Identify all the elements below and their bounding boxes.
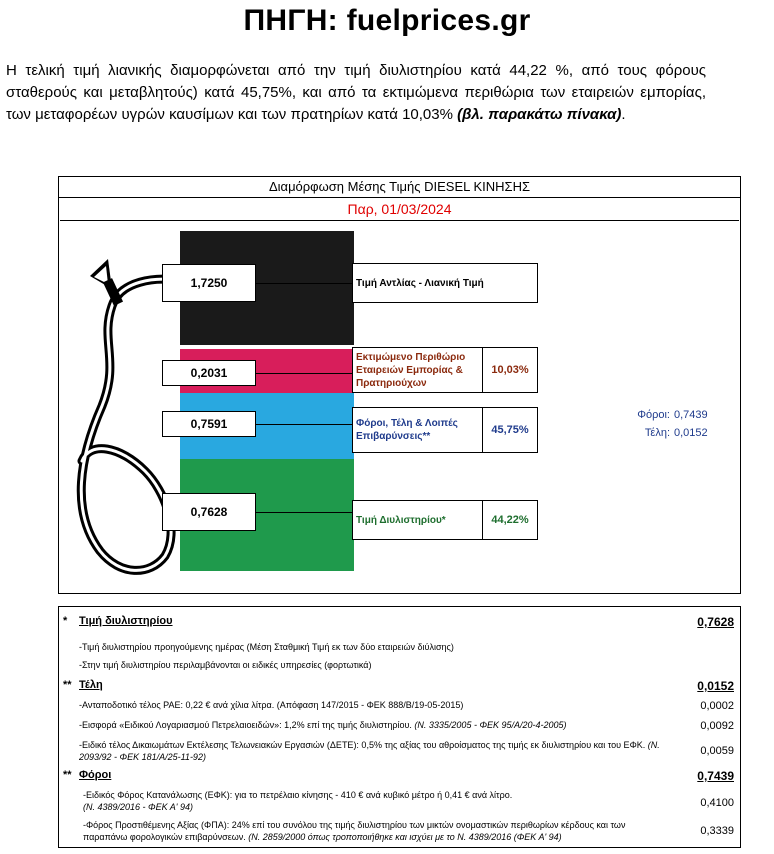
- side-taxes-label: Φόροι:: [637, 409, 670, 421]
- section-total: 0,7439: [697, 769, 734, 783]
- margins-label-box: [352, 347, 538, 393]
- taxes-label: Φόροι, Τέλη & Λοιπές Επιβαρύνσεις**: [356, 418, 458, 442]
- margins-value: 0,2031: [162, 360, 256, 386]
- taxes-connector: [256, 424, 352, 425]
- intro-note: (βλ. παρακάτω πίνακα): [457, 106, 622, 123]
- taxes-value: 0,7591: [162, 411, 256, 437]
- section-title: Φόροι: [79, 769, 112, 781]
- refinery-label-box: [352, 500, 538, 540]
- retail-label-box: [352, 263, 538, 303]
- intro-end: .: [621, 106, 626, 123]
- chart-heading: Διαμόρφωση Μέσης Τιμής DIESEL ΚΙΝΗΣΗΣ: [58, 176, 741, 198]
- taxes-section-header: ** Φόροι 0,7439: [63, 769, 734, 783]
- retail-label: Τιμή Αντλίας - Λιανική Τιμή: [356, 277, 484, 289]
- refinery-section-header: * Τιμή διυλιστηρίου 0,7628: [63, 615, 734, 629]
- page-title: ΠΗΓΗ: fuelprices.gr: [243, 4, 531, 37]
- taxes-percent: 45,75%: [482, 408, 537, 452]
- margins-label: Εκτιμώμενο Περιθώριο Εταιρειών Εμπορίας & Πρατηριούχων: [356, 351, 466, 389]
- chart-date: Παρ, 01/03/2024: [347, 201, 452, 217]
- refinery-percent: 44,22%: [482, 501, 537, 539]
- fees-section-header: ** Τέλη 0,0152: [63, 679, 734, 693]
- side-fees-label: Τέλη:: [644, 427, 670, 439]
- margins-percent: 10,03%: [482, 348, 537, 392]
- retail-connector: [256, 283, 352, 284]
- side-fees-value: 0,0152: [674, 427, 708, 439]
- section-total: 0,7628: [697, 615, 734, 629]
- taxes-label-box: [352, 407, 538, 453]
- price-details-table: * Τιμή διυλιστηρίου 0,7628 -Τιμή διυλιστηρίου προηγούμενης ημέρας (Μέση Σταθμική Τιμή εκ των δύο εταιρειών διύλισης) -Στην τιμή διυλιστηρίου περιλαμβάνονται οι ειδικές υπηρεσίες (φορτωτικά) ** Τέλη 0,0152 -Ανταποδοτικό τέλος ΡΑΕ: 0,22 € ανά χίλια λίτρα. (Απόφαση 147/2015 - ΦΕΚ 888/Β/19-05-2015) 0,0002 -Εισφορά «Ειδικού Λογαριασμού Πετρελαιοειδών»: 1,2% επί της τιμής διυλιστηρίου. (Ν. 3335/2005 - ΦΕΚ 95/Α/20-4-2005) 0,0092 -Ειδικό τέλος Δικαιωμάτων Εκτέλεσης Τελωνειακών Εργασιών (ΔΕΤΕ): 0,5% της αξίας του αθροίσματος της τιμής εκ διυλιστηρίου και του ΕΦΚ. (Ν. 2093/92 - ΦΕΚ 181/Α/25-11-92) 0,0059 ** Φόροι 0,7439 -Ειδικός Φόρος Κατανάλωσης (ΕΦΚ): για το πετρέλαιο κίνησης - 410 € ανά κυβικό μέτρο ή 0,41 € ανά λίτρο. (Ν. 4389/2016 - ΦΕΚ Α' 94) 0,4100 -Φόρος Προστιθέμενης Αξίας (ΦΠΑ): 24% επί του συνόλου της τιμής διυλιστηρίου των μικτών ονομαστικών περιθωρίων κέρδους και των παραπάνω φορολογικών επιβαρύνσεων. (Ν. 2859/2000 όπως τροποποιήθηκε και ισχύει με το Ν. 4389/2016 (ΦΕΚ Α' 94) 0,3339: [58, 606, 741, 848]
- section-title: Τιμή διυλιστηρίου: [79, 615, 173, 627]
- intro-paragraph: [6, 60, 706, 126]
- intro-text: Η τελική τιμή λιανικής διαμορφώνεται από την τιμή διυλιστηρίου κατά 44,22 %, από τους φόρους σταθερούς και μεταβλητούς) κατά 45,75%, και από τα εκτιμώμενα περιθώρια των εταιρειών εμπορίας, των μεταφορέων υγρών καυσίμων και των πρατηρίων κατά 10,03%: [6, 62, 706, 123]
- section-total: 0,0152: [697, 679, 734, 693]
- refinery-value: 0,7628: [162, 493, 256, 531]
- refinery-label: Τιμή Διυλιστηρίου*: [356, 514, 446, 526]
- refinery-connector: [256, 512, 352, 513]
- margins-connector: [256, 373, 352, 374]
- side-taxes-value: 0,7439: [674, 409, 708, 421]
- section-title: Τέλη: [79, 679, 103, 691]
- retail-value: 1,7250: [162, 264, 256, 302]
- chart-area: [60, 220, 739, 593]
